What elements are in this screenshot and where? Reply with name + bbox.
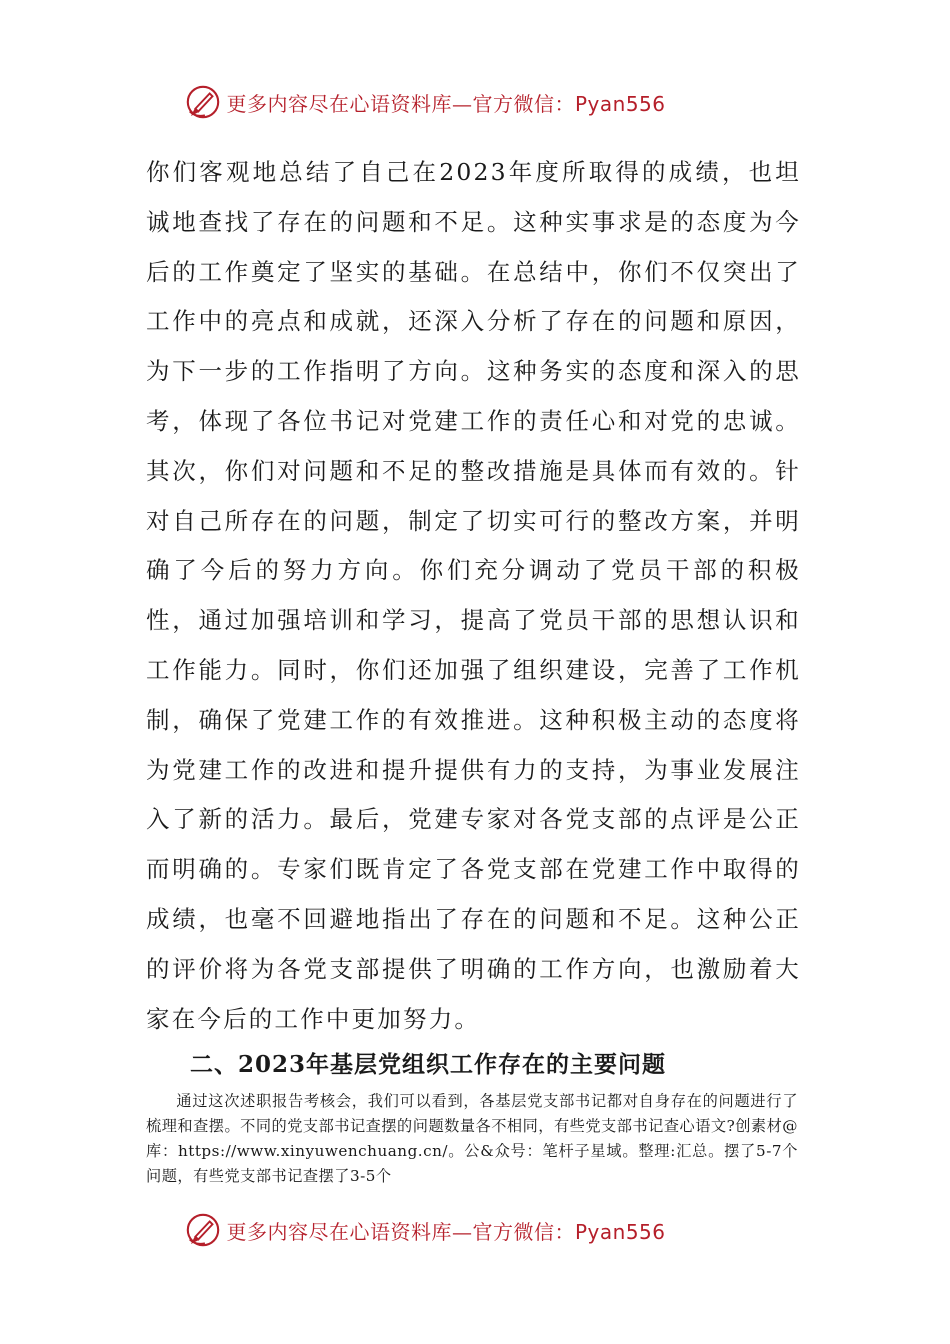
header-banner-handle: Pyan556: [574, 91, 666, 116]
header-banner: [0, 82, 950, 122]
pen-nib-logo-icon: [184, 83, 222, 121]
footer-banner-text: 更多内容尽在心语资料库—官方微信：Pyan556: [226, 1219, 666, 1244]
footer-banner-handle: Pyan556: [574, 1219, 666, 1244]
pen-nib-logo-icon: [184, 1211, 222, 1249]
section-paragraph: 通过这次述职报告考核会，我们可以看到，各基层党支部书记都对自身存在的问题进行了梳理和查摆。不同的党支部书记查摆的问题数量各不相同，有些党支部书记查心语文?创素材@库：https://www.xinyuwenchuang.cn/。公&众号：笔杆子星域。整理:汇总。摆了5-7个问题，有些党支部书记查摆了3-5个: [146, 1092, 798, 1185]
body-paragraph: 你们客观地总结了自己在2023年度所取得的成绩，也坦诚地查找了存在的问题和不足。这种实事求是的态度为今后的工作奠定了坚实的基础。在总结中，你们不仅突出了工作中的亮点和成就，还深入分析了存在的问题和原因，为下一步的工作指明了方向。这种务实的态度和深入的思考，体现了各位书记对党建工作的责任心和对党的忠诚。其次，你们对问题和不足的整改措施是具体而有效的。针对自己所存在的问题，制定了切实可行的整改方案，并明确了今后的努力方向。你们充分调动了党员干部的积极性，通过加强培训和学习，提高了党员干部的思想认识和工作能力。同时，你们还加强了组织建设，完善了工作机制，确保了党建工作的有效推进。这种积极主动的态度将为党建工作的改进和提升提供有力的支持，为事业发展注入了新的活力。最后，党建专家对各党支部的点评是公正而明确的。专家们既肯定了各党支部在党建工作中取得的成绩，也毫不回避地指出了存在的问题和不足。这种公正的评价将为各党支部提供了明确的工作方向，也激励着大家在今后的工作中更加努力。: [146, 158, 801, 1033]
section-heading: 二、2023年基层党组织工作存在的主要问题: [190, 1051, 667, 1078]
footer-banner: [0, 1210, 950, 1250]
header-banner-text: 更多内容尽在心语资料库—官方微信：Pyan556: [226, 91, 666, 116]
